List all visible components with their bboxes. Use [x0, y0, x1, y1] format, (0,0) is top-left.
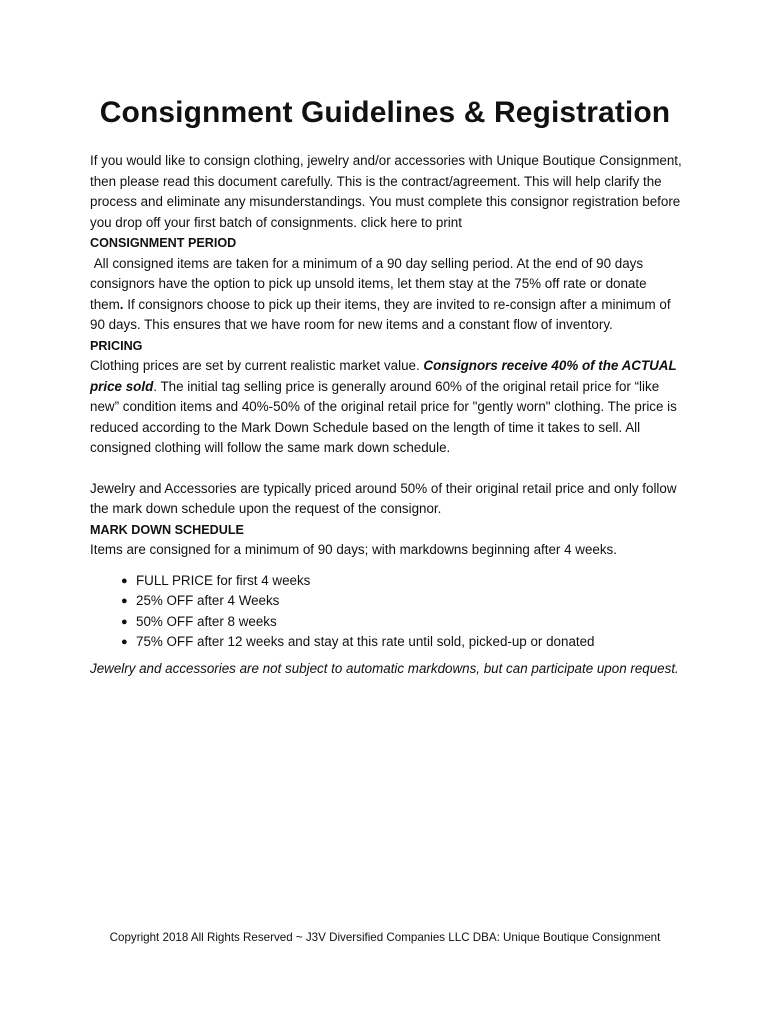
list-item	[121, 612, 682, 633]
consignment-period-text-2: If consignors choose to pick up their items, they are invited to re-consign after a minimum of 90 days. This ensures that we have room for new items and a constant flow of inventory.	[90, 296, 671, 332]
mark-down-list	[90, 571, 682, 653]
section-heading-consignment-period: CONSIGNMENT PERIOD	[90, 236, 237, 250]
section-heading-mark-down-schedule: MARK DOWN SCHEDULE	[90, 522, 244, 537]
list-item	[121, 632, 682, 653]
intro-text: If you would like to consign clothing, jewelry and/or accessories with Unique Boutique Consignment, then please read this document carefully. This is the contract/agreement. This will help clarify the process and eliminate any misunderstandings. You must complete this consignor registration before you drop off your first batch of consignments.	[90, 153, 682, 230]
pricing-text-1: Clothing prices are set by current realistic market value.	[90, 358, 424, 373]
pricing-text-2: . The initial tag selling price is generally around 60% of the original retail price for “like new” condition items and 40%-50% of the original retail price for "gently worn" clothing. The price is reduced according to the Mark Down Schedule based on the length of time it takes to sell. All consigned clothing will follow the same mark down schedule.	[90, 378, 677, 455]
list-item-text: 50% OFF after 8 weeks	[136, 613, 277, 629]
print-link[interactable]: click here to print	[360, 214, 462, 230]
list-item-text: 75% OFF after 12 weeks and stay at this rate until sold, picked-up or donated	[136, 634, 595, 649]
list-item-text: FULL PRICE for first 4 weeks	[136, 572, 311, 588]
mark-down-intro: Items are consigned for a minimum of 90 days; with markdowns beginning after 4 weeks.	[90, 542, 617, 557]
bullet-icon: ●	[121, 615, 128, 628]
bullet-icon: ●	[121, 574, 128, 587]
list-item-text: 25% OFF after 4 Weeks	[136, 593, 280, 608]
jewelry-markdown-note: Jewelry and accessories are not subject to automatic markdowns, but can participate upon request.	[90, 660, 679, 676]
page-title: Consignment Guidelines & Registration	[99, 96, 671, 129]
list-item	[121, 571, 682, 592]
pricing-emphasis: Consignors receive 40% of the ACTUAL price sold	[90, 358, 677, 394]
list-item	[121, 591, 682, 612]
bullet-icon: ●	[121, 636, 128, 648]
document-body	[90, 151, 682, 679]
consignment-period-paragraph	[90, 254, 682, 336]
consignment-period-text-1: All consigned items are taken for a minimum of a 90 day selling period. At the end of 90 days consignors have the option to pick up unsold items, let them stay at the 75% off rate or donate them	[90, 255, 647, 312]
intro-paragraph	[90, 151, 682, 233]
jewelry-pricing-paragraph: Jewelry and Accessories are typically priced around 50% of their original retail price and only follow the mark down schedule upon the request of the consignor.	[90, 480, 677, 516]
copyright-footer: Copyright 2018 All Rights Reserved ~ J3V Diversified Companies LLC DBA: Unique Boutique Consignment	[109, 931, 661, 944]
section-heading-pricing: PRICING	[90, 338, 143, 353]
consignment-period-bold-dot: .	[119, 296, 124, 312]
pricing-paragraph	[90, 356, 682, 459]
bullet-icon: ●	[121, 595, 128, 607]
